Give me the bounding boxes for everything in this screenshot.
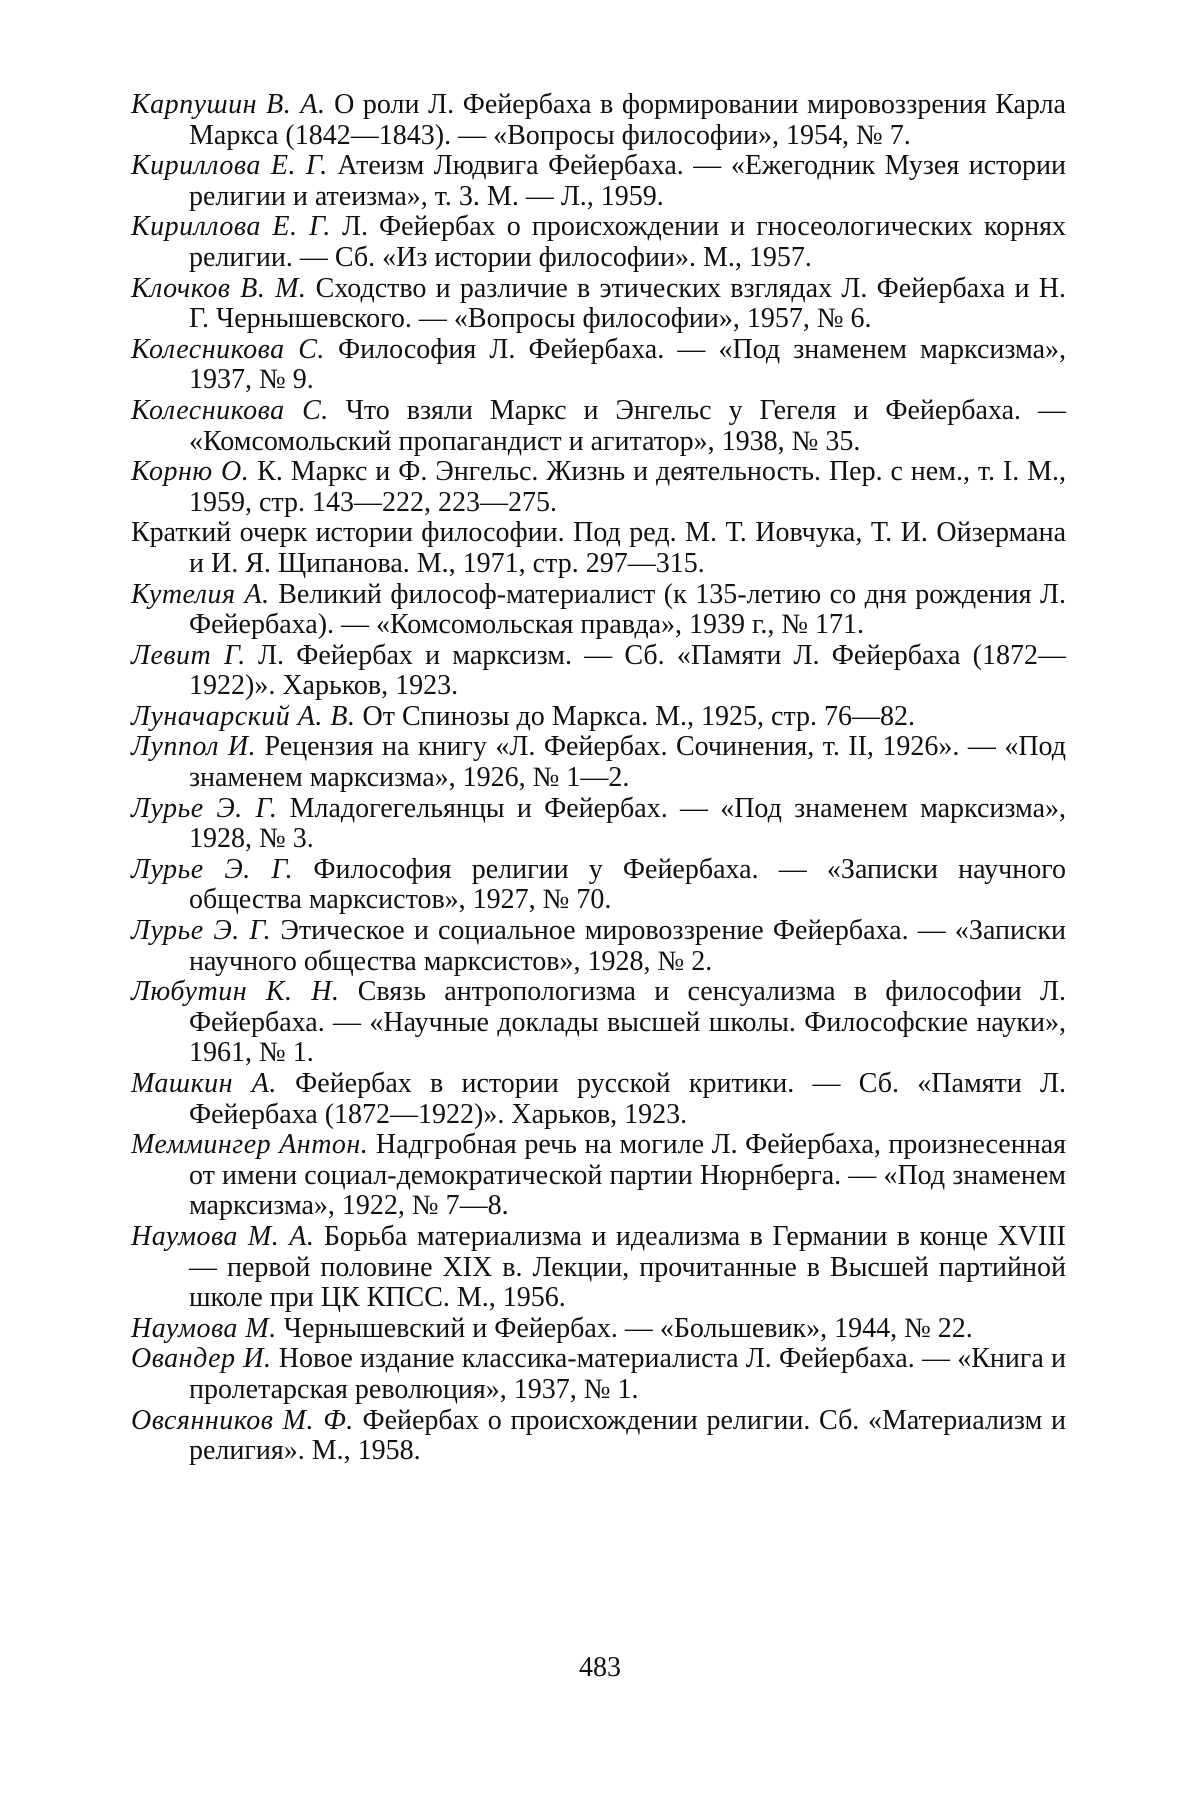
bibliography-list: [131, 90, 1066, 1467]
entry-author: Овсянников М. Ф.: [131, 1404, 354, 1436]
entry-author: Колесникова С.: [131, 333, 325, 365]
entry-author: Колесникова С.: [131, 394, 329, 426]
entry-text: Связь антропологизма и сенсуализма в философии Л. Фейербаха. — «Научные доклады высшей школы. Философские науки», 1961, № 1.: [189, 976, 1066, 1069]
entry-text: К. Маркс и Ф. Энгельс. Жизнь и деятельность. Пер. с нем., т. I. М., 1959, стр. 143—222, 223—275.: [189, 456, 1066, 518]
entry-author: Меммингер Антон.: [131, 1129, 369, 1161]
entry-author: Лурье Э. Г.: [131, 853, 294, 885]
entry-text: Надгробная речь на могиле Л. Фейербаха, произнесенная от имени социал-демократической партии Нюрнберга. — «Под знаменем марксизма», 1922, № 7—8.: [189, 1129, 1067, 1222]
entry-text: Л. Фейербах и марксизм. — Сб. «Памяти Л. Фейербаха (1872—1922)». Харьков, 1923.: [189, 639, 1066, 702]
bibliography-entry: [131, 90, 1066, 151]
bibliography-entry: [131, 151, 1066, 212]
bibliography-entry: [131, 396, 1066, 457]
entry-text: Сходство и различие в этических взглядах Л. Фейербаха и Н. Г. Чернышевского. — «Вопросы философии», 1957, № 6.: [189, 272, 1066, 335]
entry-author: Луппол И.: [131, 731, 257, 763]
bibliography-entry: [131, 977, 1066, 1069]
entry-author: Наумова М. А.: [131, 1220, 315, 1252]
bibliography-entry: [131, 732, 1066, 793]
bibliography-entry: [131, 855, 1066, 916]
entry-text: Краткий очерк истории философии. Под ред. М. Т. Иовчука, Т. И. Ойзермана и И. Я. Щипанова. М., 1971, стр. 297—315.: [131, 517, 1066, 579]
entry-author: Лурье Э. Г.: [131, 792, 278, 824]
entry-text: Великий философ-материалист (к 135-летию со дня рождения Л. Фейербаха). — «Комсомольская правда», 1939 г., № 171.: [189, 578, 1066, 641]
entry-text: Младогегельянцы и Фейербах. — «Под знаменем марксизма», 1928, № 3.: [189, 792, 1066, 855]
bibliography-entry: [131, 457, 1066, 518]
entry-text: Философия религии у Фейербаха. — «Записки научного общества марксистов», 1927, № 70.: [189, 853, 1066, 916]
entry-author: Машкин А.: [131, 1068, 277, 1099]
entry-author: Корню О.: [131, 456, 250, 488]
bibliography-entry: [131, 641, 1066, 702]
bibliography-entry: [131, 702, 1066, 733]
entry-text: Что взяли Маркс и Энгельс у Гегеля и Фейербаха. — «Комсомольский пропагандист и агитатор», 1938, № 35.: [189, 394, 1066, 457]
bibliography-entry: [131, 794, 1066, 855]
entry-author: Кириллова Е. Г.: [131, 211, 331, 243]
entry-author: Карпушин В. А.: [131, 89, 326, 120]
bibliography-entry: [131, 1069, 1066, 1130]
entry-author: Кириллова Е. Г.: [131, 150, 328, 182]
entry-text: Фейербах в истории русской критики. — Сб. «Памяти Л. Фейербаха (1872—1922)». Харьков, 1923.: [189, 1068, 1067, 1130]
bibliography-entry: [131, 1344, 1066, 1405]
entry-text: Рецензия на книгу «Л. Фейербах. Сочинения, т. II, 1926». — «Под знаменем марксизма», 1926, № 1—2.: [189, 731, 1066, 794]
entry-text: Новое издание классика-материалиста Л. Фейербаха. — «Книга и пролетарская революция», 1937, № 1.: [189, 1343, 1067, 1405]
entry-text: Фейербах о происхождении религии. Сб. «Материализм и религия». М., 1958.: [189, 1404, 1067, 1467]
entry-author: Лурье Э. Г.: [131, 915, 272, 947]
bibliography-entry: [131, 212, 1066, 273]
entry-text: О роли Л. Фейербаха в формировании мировоззрения Карла Маркса (1842—1843). — «Вопросы философии», 1954, № 7.: [189, 89, 1066, 151]
bibliography-entry: [131, 274, 1066, 335]
entry-author: Кутелия А.: [131, 578, 270, 610]
bibliography-entry: [131, 335, 1066, 396]
bibliography-page: [131, 90, 1066, 1467]
entry-text: Чернышевский и Фейербах. — «Большевик», 1944, № 22.: [276, 1312, 973, 1344]
entry-author: Наумова М.: [131, 1312, 277, 1344]
entry-text: Л. Фейербах о происхождении и гносеологических корнях религии. — Сб. «Из истории философии». М., 1957.: [189, 211, 1066, 273]
entry-author: Овандер И.: [131, 1343, 272, 1375]
entry-text: Этическое и социальное мировоззрение Фейербаха. — «Записки научного общества марксистов», 1928, № 2.: [189, 915, 1066, 977]
bibliography-entry: [131, 916, 1066, 977]
page-number: 483: [579, 1652, 621, 1683]
bibliography-entry: [131, 1406, 1066, 1467]
bibliography-entry: [131, 1130, 1066, 1222]
bibliography-entry: [131, 1222, 1066, 1314]
entry-author: Клочков В. М.: [131, 272, 307, 304]
entry-text: Борьба материализма и идеализма в Германии в конце XVIII — первой половине XIX в. Лекции, прочитанные в Высшей партийной школе при ЦК КПСС. М., 1956.: [189, 1220, 1066, 1314]
entry-text: Философия Л. Фейербаха. — «Под знаменем марксизма», 1937, № 9.: [189, 333, 1066, 396]
bibliography-entry: [131, 1314, 1066, 1345]
entry-text: От Спинозы до Маркса. М., 1925, стр. 76—82.: [355, 700, 916, 732]
entry-author: Любутин К. Н.: [131, 976, 340, 1008]
entry-author: Левит Г.: [131, 639, 246, 671]
entry-text: Атеизм Людвига Фейербаха. — «Ежегодник Музея истории религии и атеизма», т. 3. М. — Л., 1959.: [189, 150, 1066, 212]
entry-author: Луначарский А. В.: [131, 700, 356, 732]
bibliography-entry: [131, 518, 1066, 579]
bibliography-entry: [131, 580, 1066, 641]
